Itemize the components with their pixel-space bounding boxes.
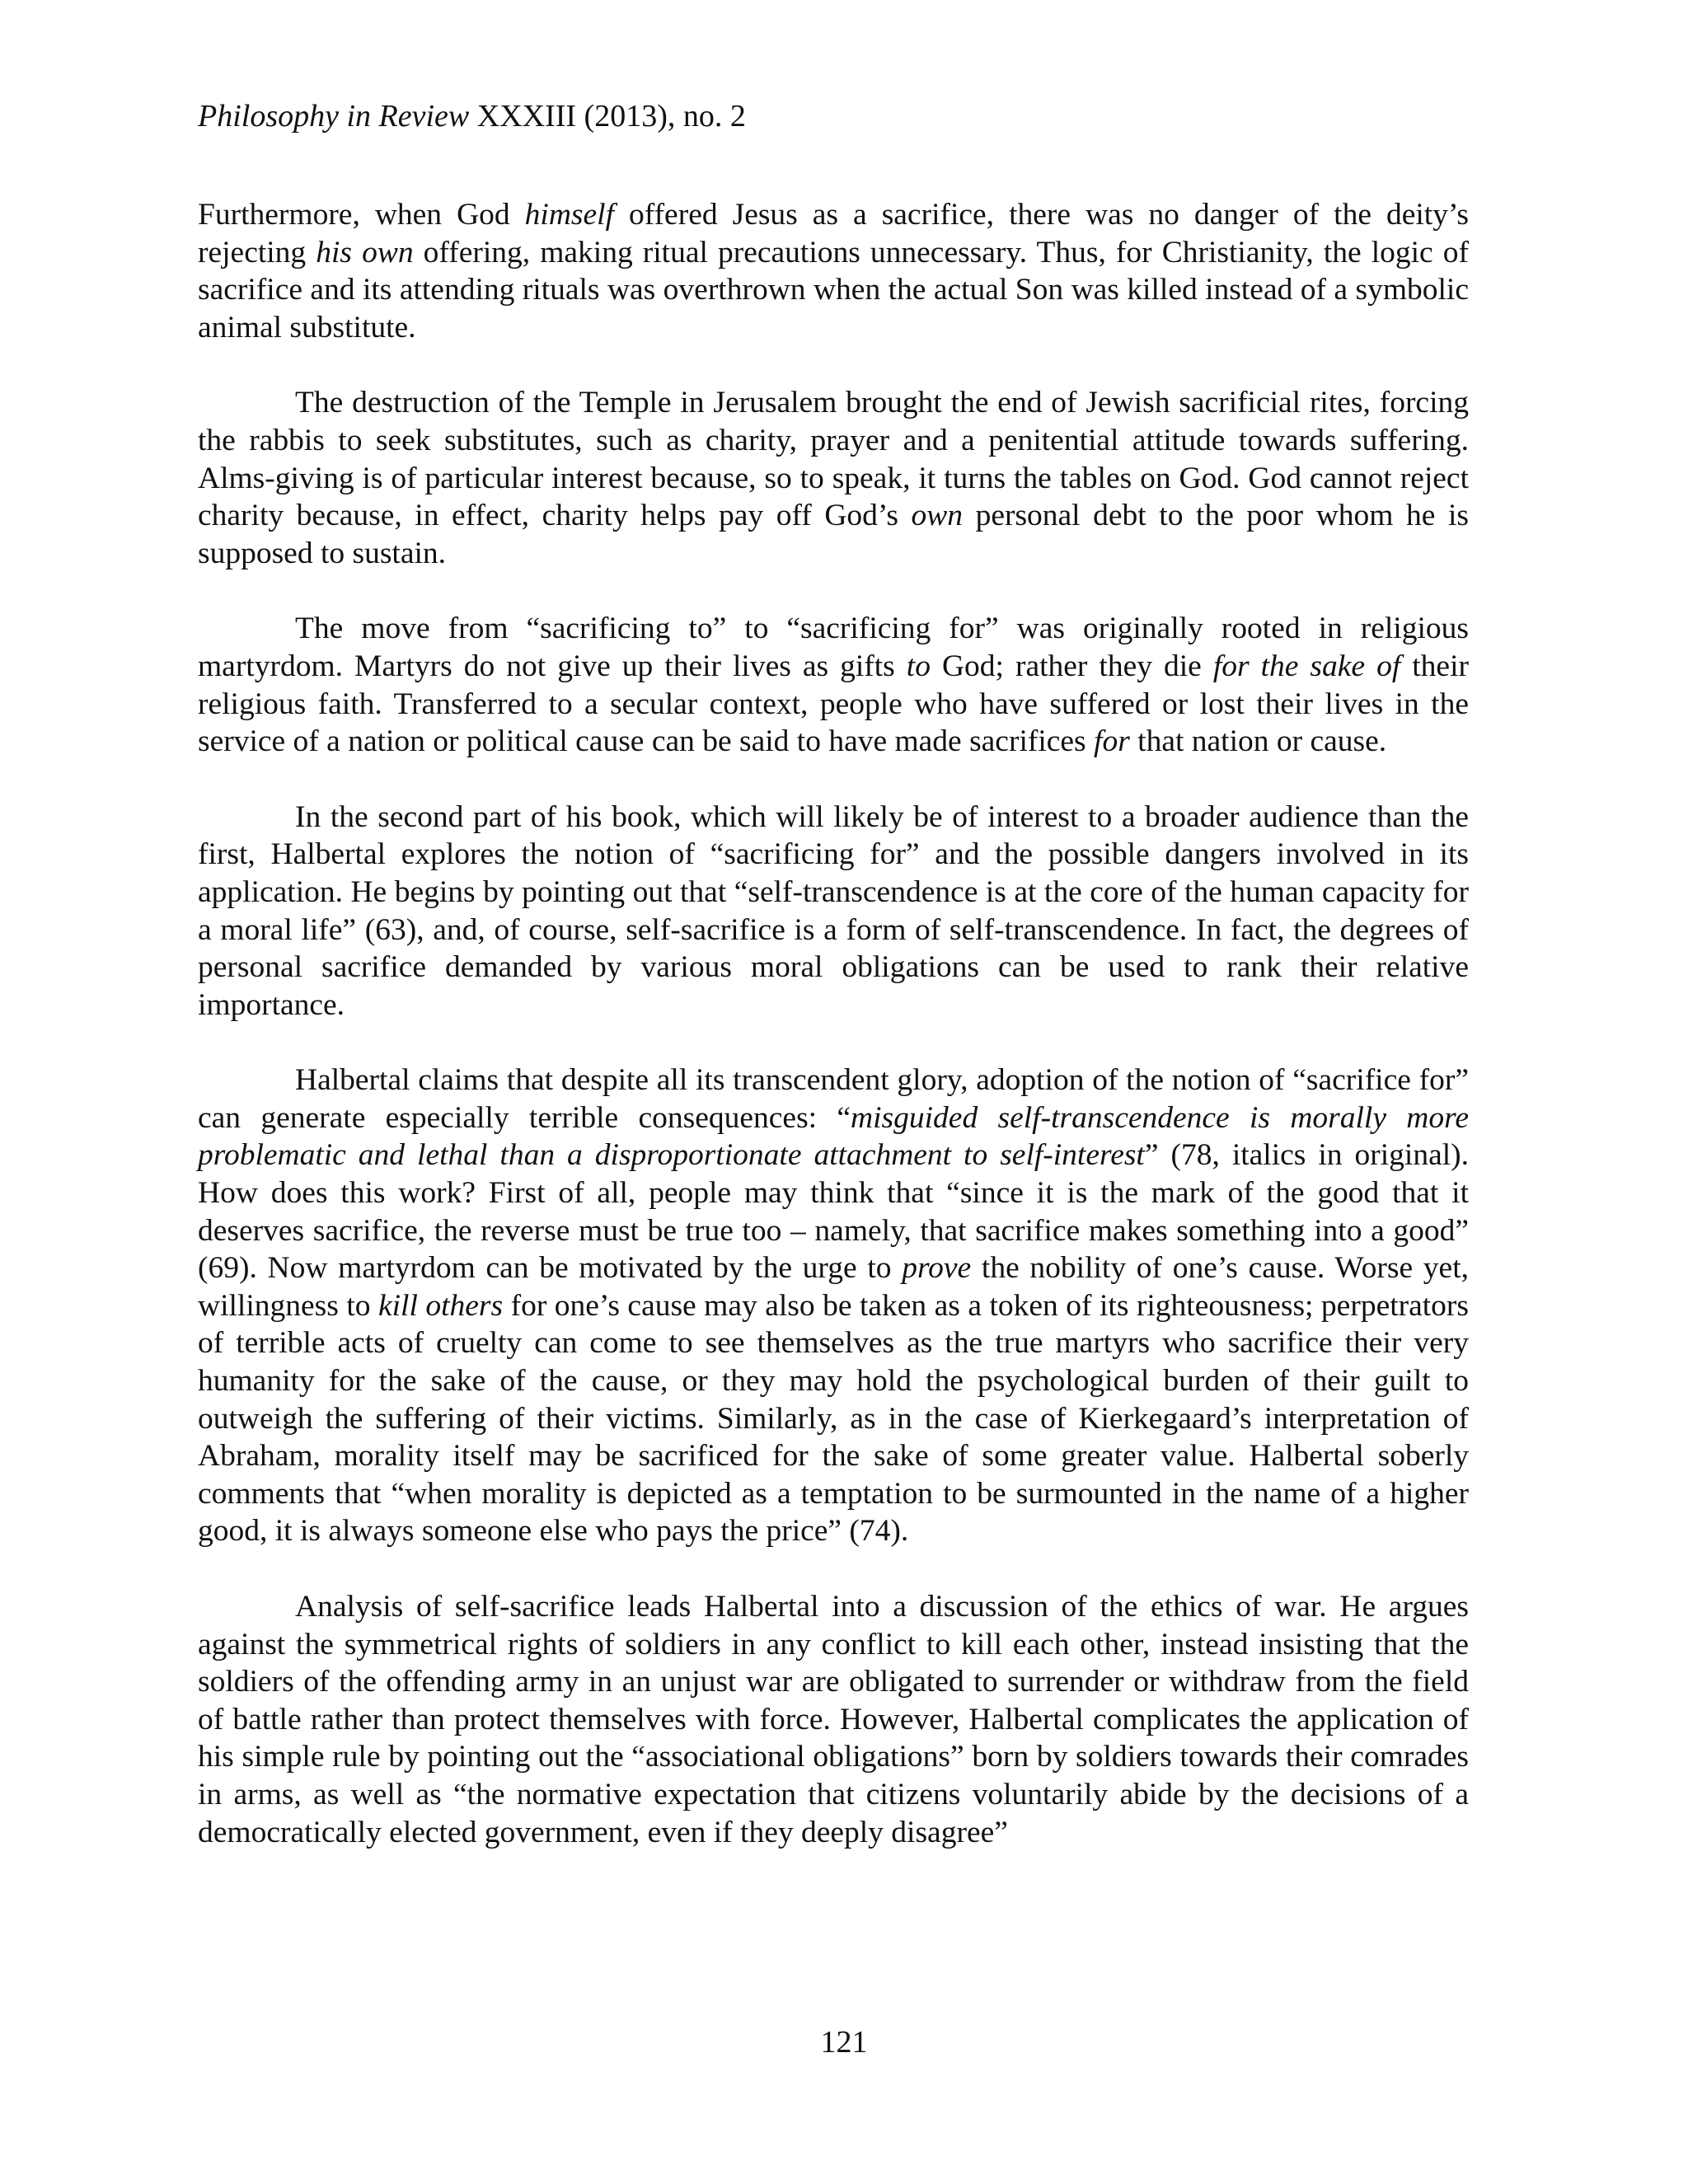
- paragraph: [198, 196, 1469, 346]
- italic-text: kill others: [377, 1288, 504, 1323]
- italic-text: his own: [316, 235, 414, 269]
- paragraph: [198, 610, 1469, 760]
- text-run: Halbertal claims that despite all its transcendent glory, adoption of the notion of “sacrifice for” can generate especially terrible consequences: “: [198, 1063, 1469, 1135]
- italic-text: misguided self-transcendence is morally more problematic and lethal than a disproportionate attachment to self-interest: [198, 1100, 1469, 1173]
- page-number: 121: [820, 2025, 868, 2060]
- text-run: The destruction of the Temple in Jerusalem brought the end of Jewish sacrificial rites, forcing the rabbis to seek substitutes, such as charity, prayer and a penitential attitude towards suffering. Alms-giving is of particular interest because, so to speak, it turns the tables on God. God cannot reject charity because, in effect, charity helps pay off God’s: [198, 386, 1469, 533]
- italic-text: prove: [902, 1251, 972, 1286]
- text-run: The move from “sacrificing to” to “sacrificing for” was originally rooted in religious martyrdom. Martyrs do not give up their lives as gifts: [198, 612, 1469, 683]
- text-run: the nobility of one’s cause. Worse yet, willingness to: [198, 1251, 1469, 1323]
- paragraph: [198, 1062, 1469, 1550]
- italic-text: own: [911, 499, 963, 533]
- text-run: Furthermore, when God: [198, 198, 525, 232]
- running-head: [198, 97, 746, 135]
- paragraph: [198, 799, 1469, 1024]
- journal-title: Philosophy in Review: [198, 99, 470, 134]
- italic-text: for the sake of: [1212, 649, 1401, 683]
- paragraph: [198, 384, 1469, 572]
- text-run: In the second part of his book, which will likely be of interest to a broader audience than the first, Halbertal explores the notion of “sacrificing for” and the possible dangers involved in its application. He begins by pointing out that “self-transcendence is at the core of the human capacity for a moral life” (63), and, of course, self-sacrifice is a form of self-transcendence. In fact, the degrees of personal sacrifice demanded by various moral obligations can be used to rank their relative importance.: [198, 799, 1469, 1022]
- text-run: Analysis of self-sacrifice leads Halbertal into a discussion of the ethics of war. He argues against the symmetrical rights of soldiers in any conflict to kill each other, instead insisting that the soldiers of the offending army in an unjust war are obligated to surrender or withdraw from the field of battle rather than protect themselves with force. However, Halbertal complicates the application of his simple rule by pointing out the “associational obligations” born by soldiers towards their comrades in arms, as well as “the normative expectation that citizens voluntarily abide by the decisions of a democratically elected government, even if they deeply disagree”: [198, 1590, 1469, 1849]
- italic-text: for: [1094, 724, 1130, 759]
- text-run: God; rather they die: [930, 649, 1213, 683]
- italic-text: to: [906, 649, 931, 683]
- text-run: personal debt to the poor whom he is supposed to sustain.: [198, 499, 1469, 570]
- text-run: offering, making ritual precautions unnecessary. Thus, for Christianity, the logic of sacrifice and its attending rituals was overthrown when the actual Son was killed instead of a symbolic animal substitute.: [198, 235, 1469, 344]
- text-run: ” (78, italics in original). How does this work? First of all, people may think that “since it is the mark of the good that it deserves sacrifice, the reverse must be true too – namely, that sacrifice makes something into a good” (69). Now martyrdom can be motivated by the urge to: [198, 1138, 1469, 1286]
- text-run: offered Jesus as a sacrifice, there was no danger of the deity’s rejecting: [198, 198, 1469, 269]
- review-body: [198, 196, 1469, 1851]
- italic-text: himself: [524, 198, 614, 232]
- paragraph: [198, 1588, 1469, 1851]
- text-run: for one’s cause may also be taken as a token of its righteousness; perpetrators of terrible acts of cruelty can come to see themselves as the true martyrs who sacrifice their very humanity for the sake of the cause, or they may hold the psychological burden of their guilt to outweigh the suffering of their victims. Similarly, as in the case of Kierkegaard’s interpretation of Abraham, morality itself may be sacrificed for the sake of some greater value. Halbertal soberly comments that “when morality is depicted as a temptation to be surmounted in the name of a higher good, it is always someone else who pays the price” (74).: [198, 1288, 1470, 1549]
- text-run: that nation or cause.: [1129, 724, 1387, 759]
- volume-issue: XXXIII (2013), no. 2: [469, 99, 746, 134]
- text-run: their religious faith. Transferred to a secular context, people who have suffered or lost their lives in the service of a nation or political cause can be said to have made sacrifices: [198, 649, 1469, 759]
